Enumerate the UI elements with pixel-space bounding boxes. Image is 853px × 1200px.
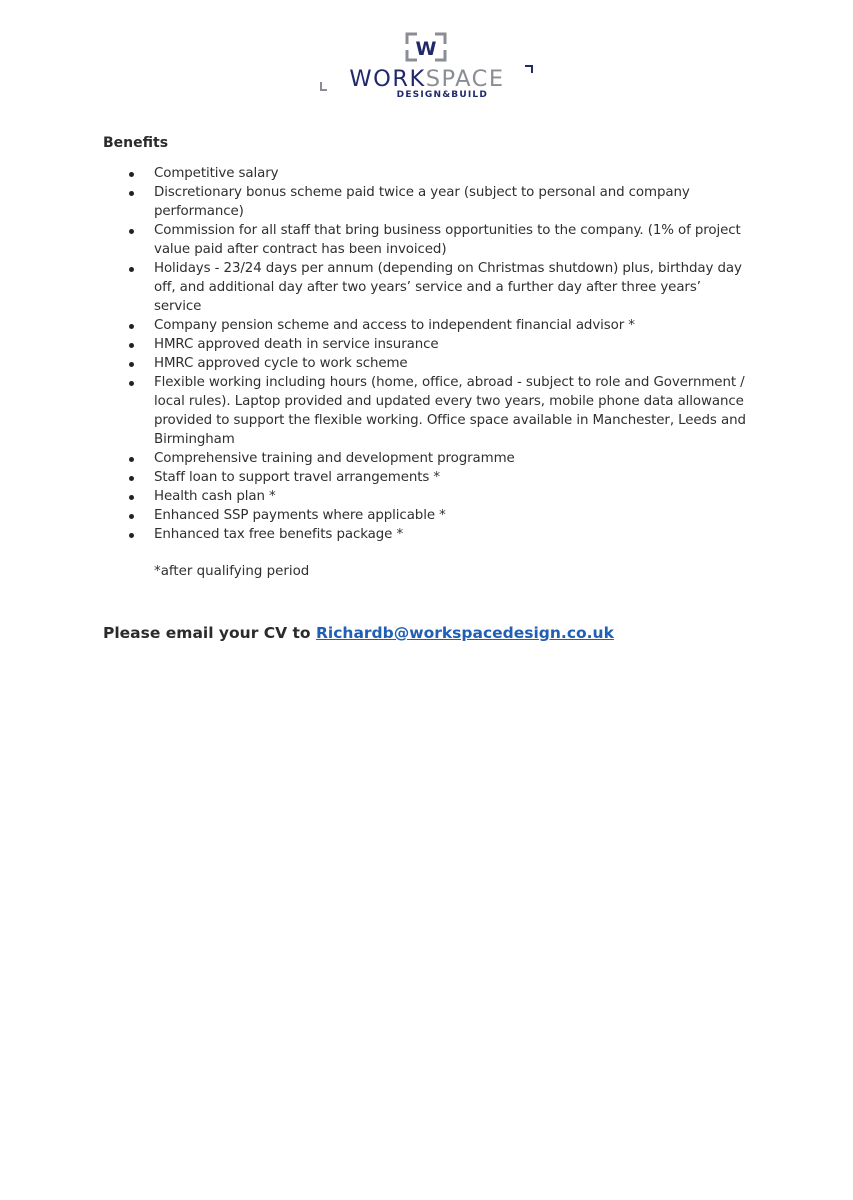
list-item: [103, 506, 748, 525]
list-item-text: Flexible working including hours (home, office, abroad - subject to role and Government / local rules). Laptop provided and updated every two years, mobile phone data allowance provided to support the flexible working. Office space available in Manchester, Leeds and Birmingham: [154, 375, 746, 447]
list-item: [103, 316, 748, 335]
email-link[interactable]: Richardb@workspacedesign.co.uk: [315, 624, 614, 642]
email-cv-label: Please email your CV to: [103, 624, 311, 642]
list-item-text: Discretionary bonus scheme paid twice a year (subject to personal and company performance): [154, 185, 690, 219]
list-item-text: HMRC approved cycle to work scheme: [154, 356, 408, 371]
logo-bracket-right: [525, 66, 532, 73]
list-item-text: HMRC approved death in service insurance: [154, 337, 439, 352]
bullet-icon: [129, 533, 134, 538]
bullet-icon: [129, 324, 134, 329]
list-item: [103, 335, 748, 354]
list-item: [103, 164, 748, 183]
logo-tagline: DESIGN&BUILD: [396, 90, 488, 100]
list-item-text: Enhanced tax free benefits package *: [154, 527, 404, 542]
list-item: [103, 373, 748, 449]
list-item: [103, 525, 748, 544]
company-logo: [318, 30, 536, 102]
list-item: [103, 183, 748, 221]
logo-wordmark: WORKSPACE: [349, 66, 505, 92]
bullet-icon: [129, 267, 134, 272]
qualifying-period-footnote: *after qualifying period: [154, 564, 310, 579]
list-item: [103, 221, 748, 259]
workspace-logo-graphic: [318, 30, 536, 102]
list-item-text: Company pension scheme and access to independent financial advisor *: [154, 318, 635, 333]
list-item-text: Competitive salary: [154, 166, 279, 181]
bullet-icon: [129, 514, 134, 519]
logo-monogram: W: [415, 38, 437, 60]
logo-frame-corner-tr: [435, 34, 445, 44]
email-cv-prompt: [103, 623, 748, 643]
logo-bracket-left: [321, 82, 327, 90]
benefits-section: [103, 134, 748, 643]
bullet-icon: [129, 476, 134, 481]
bullet-icon: [129, 457, 134, 462]
bullet-icon: [129, 495, 134, 500]
bullet-icon: [129, 191, 134, 196]
bullet-icon: [129, 229, 134, 234]
list-item: [103, 487, 748, 506]
list-item: [103, 449, 748, 468]
benefits-list: [103, 164, 748, 544]
list-item: [103, 354, 748, 373]
list-item-text: Commission for all staff that bring business opportunities to the company. (1% of project value paid after contract has been invoiced): [154, 223, 741, 257]
list-item-text: Holidays - 23/24 days per annum (depending on Christmas shutdown) plus, birthday day off, and additional day after two years’ service and a further day after three years’ service: [154, 261, 742, 314]
logo-frame-corner-br: [435, 50, 445, 60]
list-item-text: Comprehensive training and development programme: [154, 451, 515, 466]
bullet-icon: [129, 362, 134, 367]
bullet-icon: [129, 343, 134, 348]
benefits-heading: Benefits: [103, 135, 169, 151]
list-item-text: Health cash plan *: [154, 489, 276, 504]
list-item: [103, 259, 748, 316]
bullet-icon: [129, 172, 134, 177]
list-item-text: Enhanced SSP payments where applicable *: [154, 508, 446, 523]
list-item: [103, 468, 748, 487]
bullet-icon: [129, 381, 134, 386]
list-item-text: Staff loan to support travel arrangements *: [154, 470, 441, 485]
